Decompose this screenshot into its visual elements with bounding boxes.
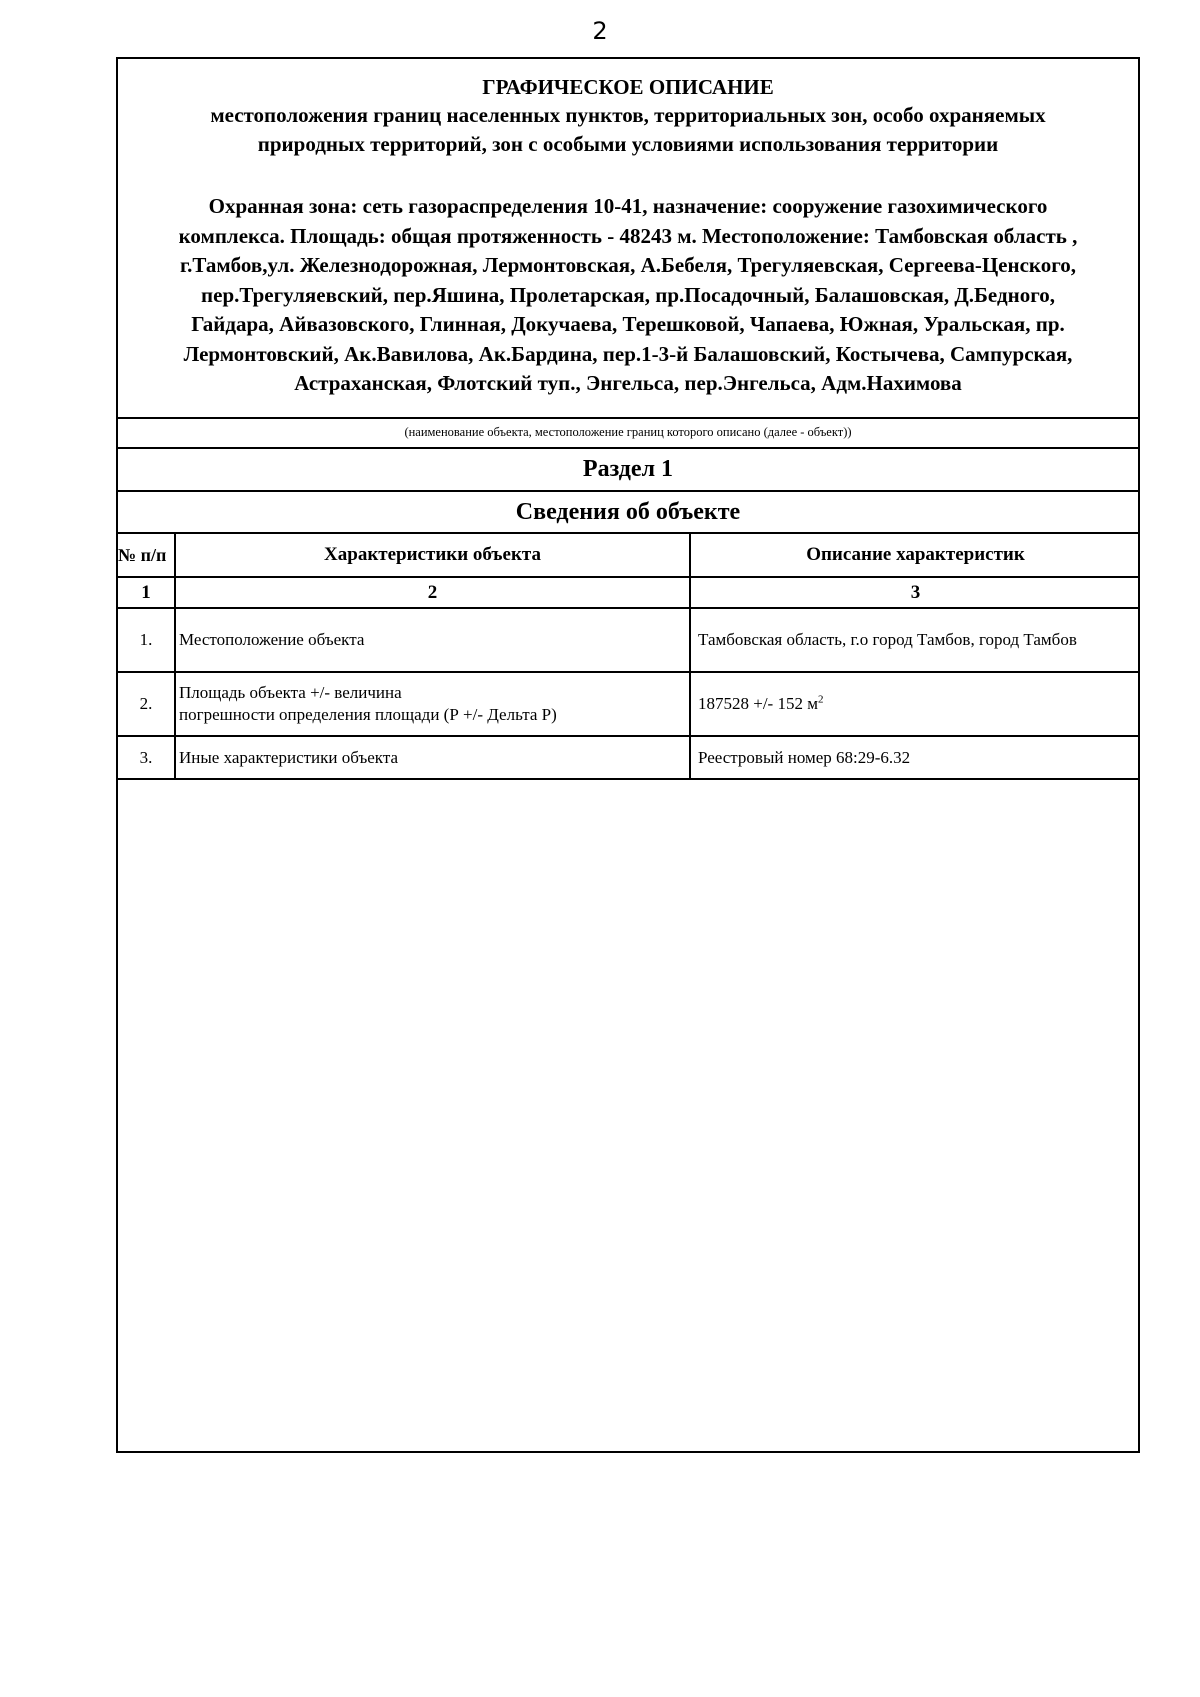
- characteristic-line: Иные характеристики объекта: [179, 747, 399, 767]
- object-line: пер.Трегуляевский, пер.Яшина, Пролетарская, пр.Посадочный, Балашовская, Д.Бедного,: [201, 282, 1055, 307]
- characteristic-line: Площадь объекта +/- величина: [179, 683, 402, 702]
- header-block: [118, 59, 1138, 419]
- row-characteristic: [175, 608, 690, 672]
- page-number: 2: [592, 17, 608, 45]
- column-header-characteristic: Характеристики объекта: [175, 534, 690, 577]
- table-row: [118, 736, 1140, 779]
- table-row: [118, 608, 1140, 672]
- characteristic-line: погрешности определения площади (Р +/- Дельта Р): [179, 705, 557, 724]
- object-line: комплекса. Площадь: общая протяженность - 48243 м. Местоположение: Тамбовская область ,: [178, 223, 1078, 248]
- object-line: Охранная зона: сеть газораспределения 10-41, назначение: сооружение газохимического: [208, 194, 1048, 218]
- subtitle-line: местоположения границ населенных пунктов, территориальных зон, особо охраняемых: [210, 103, 1046, 127]
- object-name: [118, 192, 1138, 399]
- column-header-number: № п/п: [118, 534, 175, 577]
- column-header-description: Описание характеристик: [690, 534, 1140, 577]
- row-description: [690, 608, 1140, 672]
- column-index: 3: [690, 577, 1140, 608]
- object-info-table: [118, 534, 1140, 780]
- column-index: 1: [118, 577, 175, 608]
- description-text: 187528 +/- 152 м: [698, 694, 818, 713]
- column-index: 2: [175, 577, 690, 608]
- document-subtitle: [118, 101, 1138, 159]
- object-line: г.Тамбов,ул. Железнодорожная, Лермонтовская, А.Бебеля, Трегуляевская, Сергеева-Ценского,: [179, 253, 1077, 277]
- subtitle-line: природных территорий, зон с особыми условиями использования территории: [257, 132, 999, 156]
- section-title: Сведения об объекте: [118, 492, 1138, 534]
- description-text: Реестровый номер 68:29-6.32: [698, 747, 911, 767]
- unit-superscript: 2: [817, 693, 824, 706]
- characteristic-line: Местоположение объекта: [179, 630, 365, 649]
- object-line: Лермонтовский, Ак.Вавилова, Ак.Бардина, пер.1-3-й Балашовский, Костычева, Сампурская,: [183, 341, 1073, 366]
- object-caption: (наименование объекта, местоположение границ которого описано (далее - объект)): [118, 419, 1138, 449]
- table-index-row: [118, 577, 1140, 608]
- row-description: [690, 672, 1140, 736]
- row-number: 1.: [118, 608, 175, 672]
- object-line: Гайдара, Айвазовского, Глинная, Докучаева, Терешковой, Чапаева, Южная, Уральская, пр.: [191, 312, 1065, 336]
- document-frame: [116, 57, 1140, 1453]
- table-header-row: [118, 534, 1140, 577]
- row-number: 2.: [118, 672, 175, 736]
- row-characteristic: [175, 672, 690, 736]
- table-row: [118, 672, 1140, 736]
- document-title: ГРАФИЧЕСКОЕ ОПИСАНИЕ: [482, 75, 774, 99]
- description-text: Тамбовская область, г.о город Тамбов, город Тамбов: [698, 630, 1077, 649]
- row-description: [690, 736, 1140, 779]
- object-line: Астраханская, Флотский туп., Энгельса, пер.Энгельса, Адм.Нахимова: [294, 371, 962, 395]
- row-characteristic: [175, 736, 690, 779]
- section-label: Раздел 1: [118, 449, 1138, 492]
- row-number: 3.: [118, 736, 175, 779]
